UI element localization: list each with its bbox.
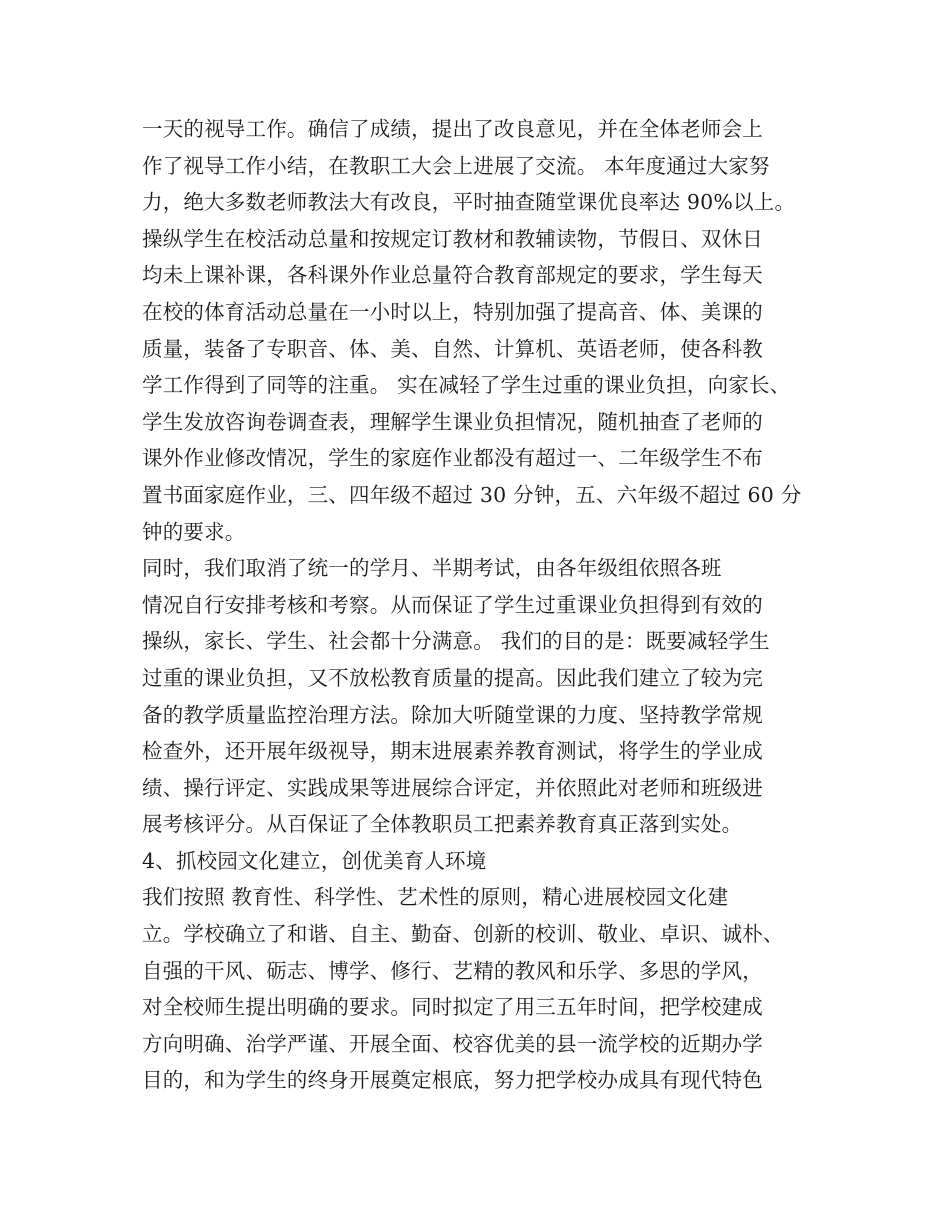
text-line: 过重的课业负担，又不放松教育质量的提高。因此我们建立了较为完 xyxy=(142,665,763,690)
text-line: 学工作得到了同等的注重。 实在减轻了学生过重的课业负担，向家长、 xyxy=(142,373,791,398)
text-line: 方向明确、治学严谨、开展全面、校容优美的县一流学校的近期办学 xyxy=(142,1031,763,1056)
text-line: 目的，和为学生的终身开展奠定根底，努力把学校办成具有现代特色 xyxy=(142,1068,763,1093)
text-line: 一天的视导工作。确信了成绩，提出了改良意见，并在全体老师会上 xyxy=(142,117,763,141)
text-line: 操纵学生在校活动总量和按规定订教材和教辅读物，节假日、双休日 xyxy=(142,226,763,251)
body-text xyxy=(142,111,832,1099)
text-line: 展考核评分。从百保证了全体教职员工把素养教育真正落到实处。 xyxy=(142,812,743,837)
text-line: 力，绝大多数老师教法大有改良，平时抽查随堂课优良率达 90%以上。 xyxy=(142,190,796,215)
text-line: 绩、操行评定、实践成果等进展综合评定，并依照此对老师和班级进 xyxy=(142,775,763,800)
paragraph-start-line: 我们按照 教育性、科学性、艺术性的原则，精心进展校园文化建 xyxy=(142,885,729,910)
text-line: 钟的要求。 xyxy=(142,519,246,544)
text-line: 备的教学质量监控治理方法。除加大听随堂课的力度、坚持教学常规 xyxy=(142,702,763,727)
text-line: 立。学校确立了和谐、自主、勤奋、创新的校训、敬业、卓识、诚朴、 xyxy=(142,922,784,947)
text-line: 质量，装备了专职音、体、美、自然、计算机、英语老师，使各科教 xyxy=(142,336,763,361)
text-line: 在校的体育活动总量在一小时以上，特别加强了提高音、体、美课的 xyxy=(142,299,763,324)
section-heading: 4、抓校园文化建立，创优美育人环境 xyxy=(142,848,487,873)
text-line: 作了视导工作小结，在教职工大会上进展了交流。 本年度通过大家努 xyxy=(142,153,770,178)
text-line: 置书面家庭作业，三、四年级不超过 30 分钟，五、六年级不超过 60 分 xyxy=(142,482,802,507)
text-line: 检查外，还开展年级视导，期末进展素养教育测试，将学生的学业成 xyxy=(142,739,763,764)
text-line: 学生发放咨询卷调查表，理解学生课业负担情况，随机抽查了老师的 xyxy=(142,409,763,434)
text-line: 情况自行安排考核和考察。从而保证了学生过重课业负担得到有效的 xyxy=(142,592,763,617)
text-line: 自强的干风、砺志、博学、修行、艺精的教风和乐学、多思的学风， xyxy=(142,958,763,983)
text-line: 对全校师生提出明确的要求。同时拟定了用三五年时间，把学校建成 xyxy=(142,995,763,1020)
text-line: 均未上课补课，各科课外作业总量符合教育部规定的要求，学生每天 xyxy=(142,263,763,288)
paragraph-start-line: 同时，我们取消了统一的学月、半期考试，由各年级组依照各班 xyxy=(142,556,722,581)
text-line: 操纵，家长、学生、社会都十分满意。 我们的目的是：既要减轻学生 xyxy=(142,629,770,654)
text-line: 课外作业修改情况，学生的家庭作业都没有超过一、二年级学生不布 xyxy=(142,446,763,471)
